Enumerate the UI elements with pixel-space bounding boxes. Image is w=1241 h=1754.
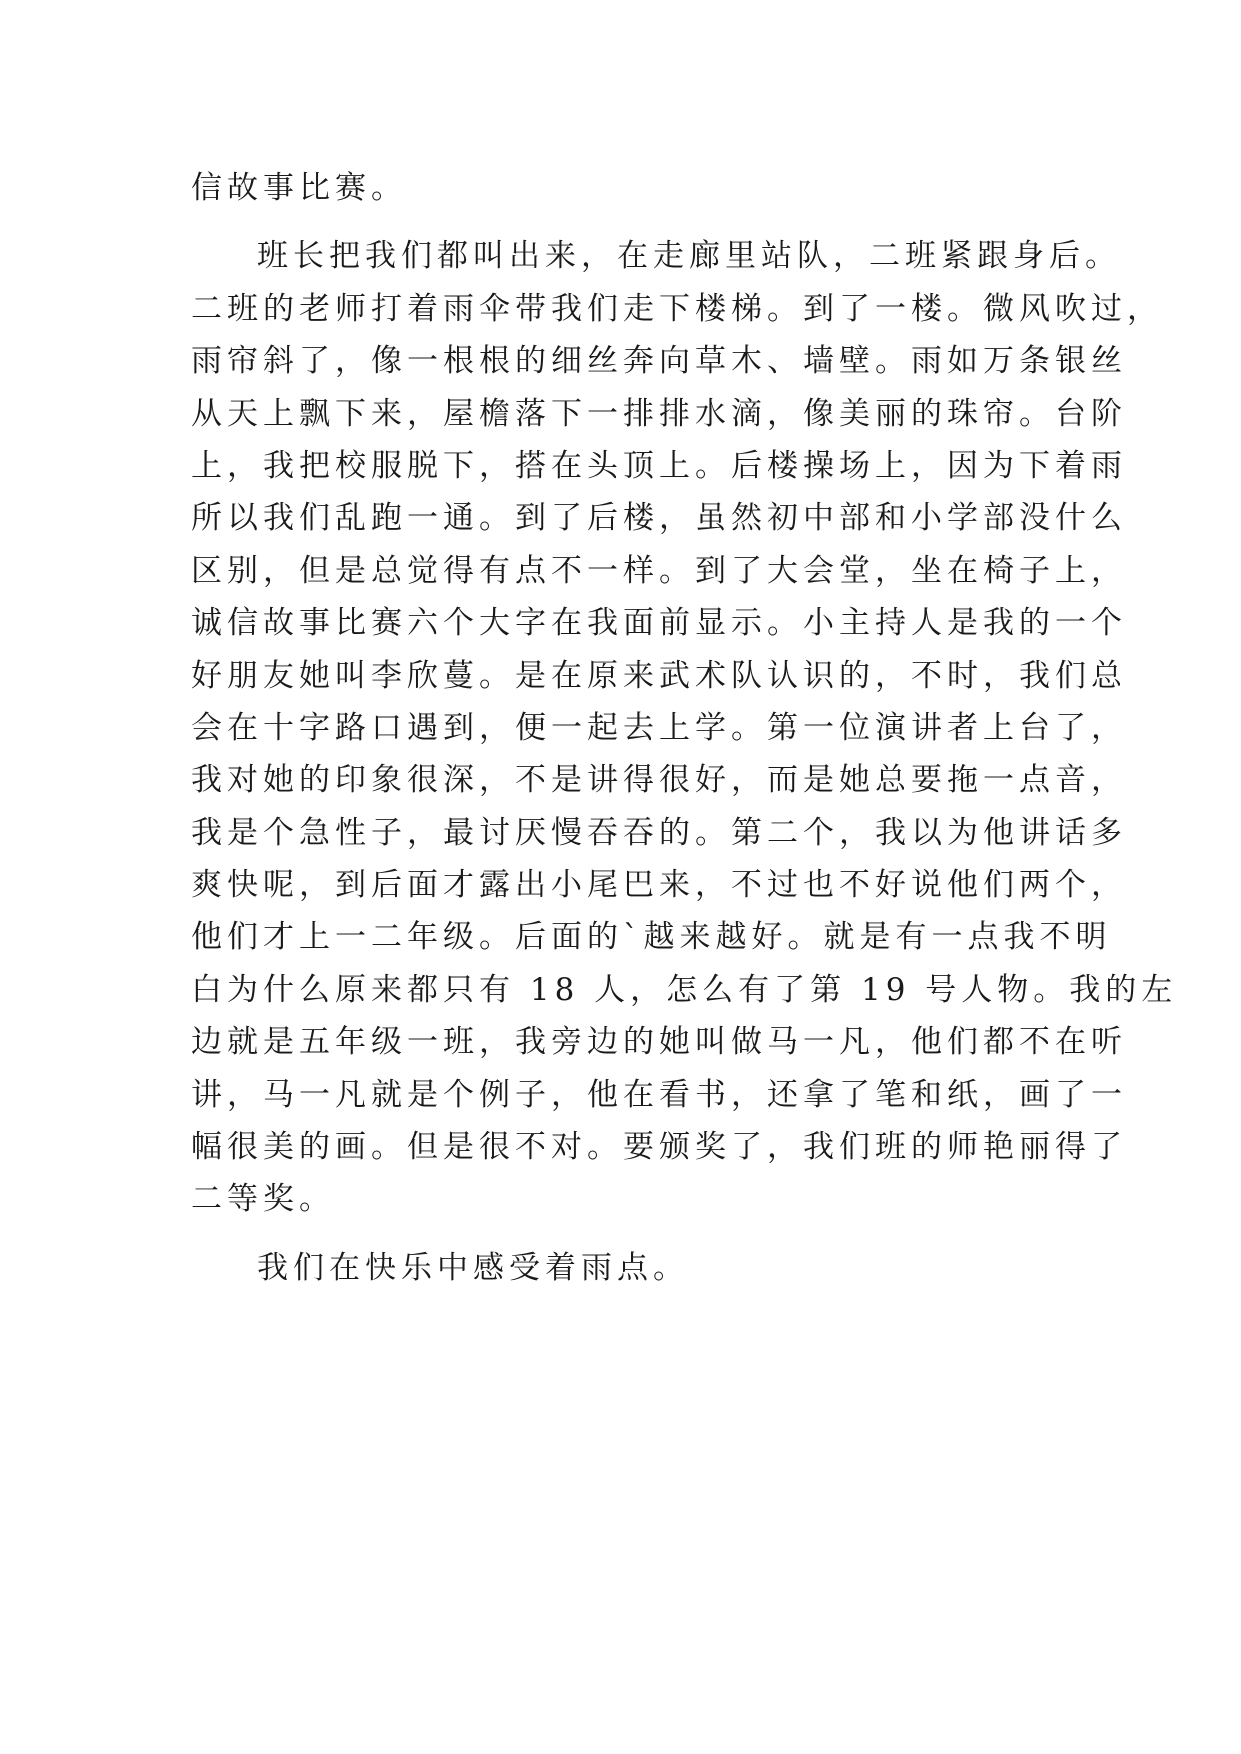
text-line: 诚信故事比赛六个大字在我面前显示。小主持人是我的一个	[191, 605, 1127, 642]
text-line: 二等奖。	[191, 1181, 335, 1218]
paragraph-3	[191, 1242, 1071, 1294]
text-line: 信故事比赛。	[191, 170, 407, 206]
text-line: 爽快呢，到后面才露出小尾巴来，不过也不好说他们两个，	[191, 867, 1127, 904]
text-line: 边就是五年级一班，我旁边的她叫做马一凡，他们都不在听	[191, 1024, 1127, 1061]
text-line: 雨帘斜了，像一根根的细丝奔向草木、墙壁。雨如万条银丝	[191, 343, 1127, 380]
text-line: 我对她的印象很深，不是讲得很好，而是她总要拖一点音，	[191, 762, 1127, 799]
text-line: 好朋友她叫李欣蔓。是在原来武术队认识的，不时，我们总	[191, 657, 1127, 694]
text-line: 白为什么原来都只有 18 人，怎么有了第 19 号人物。我的左	[191, 971, 1178, 1008]
text-line: 幅很美的画。但是很不对。要颁奖了，我们班的师艳丽得了	[191, 1129, 1127, 1166]
text-line: 讲，马一凡就是个例子，他在看书，还拿了笔和纸，画了一	[191, 1076, 1127, 1113]
paragraph-1	[191, 162, 1071, 214]
text-line: 班长把我们都叫出来，在走廊里站队，二班紧跟身后。	[257, 238, 1121, 275]
text-line: 二班的老师打着雨伞带我们走下楼梯。到了一楼。微风吹过，	[191, 290, 1163, 327]
paragraph-2	[191, 230, 1178, 1225]
document-body	[191, 162, 1178, 1294]
text-line: 我是个急性子，最讨厌慢吞吞的。第二个，我以为他讲话多	[191, 814, 1127, 851]
text-line: 会在十字路口遇到，便一起去上学。第一位演讲者上台了，	[191, 709, 1127, 746]
text-line: 我们在快乐中感受着雨点。	[257, 1249, 689, 1286]
text-line: 所以我们乱跑一通。到了后楼，虽然初中部和小学部没什么	[191, 500, 1127, 537]
text-line: 上，我把校服脱下，搭在头顶上。后楼操场上，因为下着雨	[191, 447, 1127, 484]
text-line: 从天上飘下来，屋檐落下一排排水滴，像美丽的珠帘。台阶	[191, 395, 1127, 432]
text-line: 他们才上一二年级。后面的`越来越好。就是有一点我不明	[191, 919, 1112, 956]
text-line: 区别，但是总觉得有点不一样。到了大会堂，坐在椅子上，	[191, 552, 1127, 589]
